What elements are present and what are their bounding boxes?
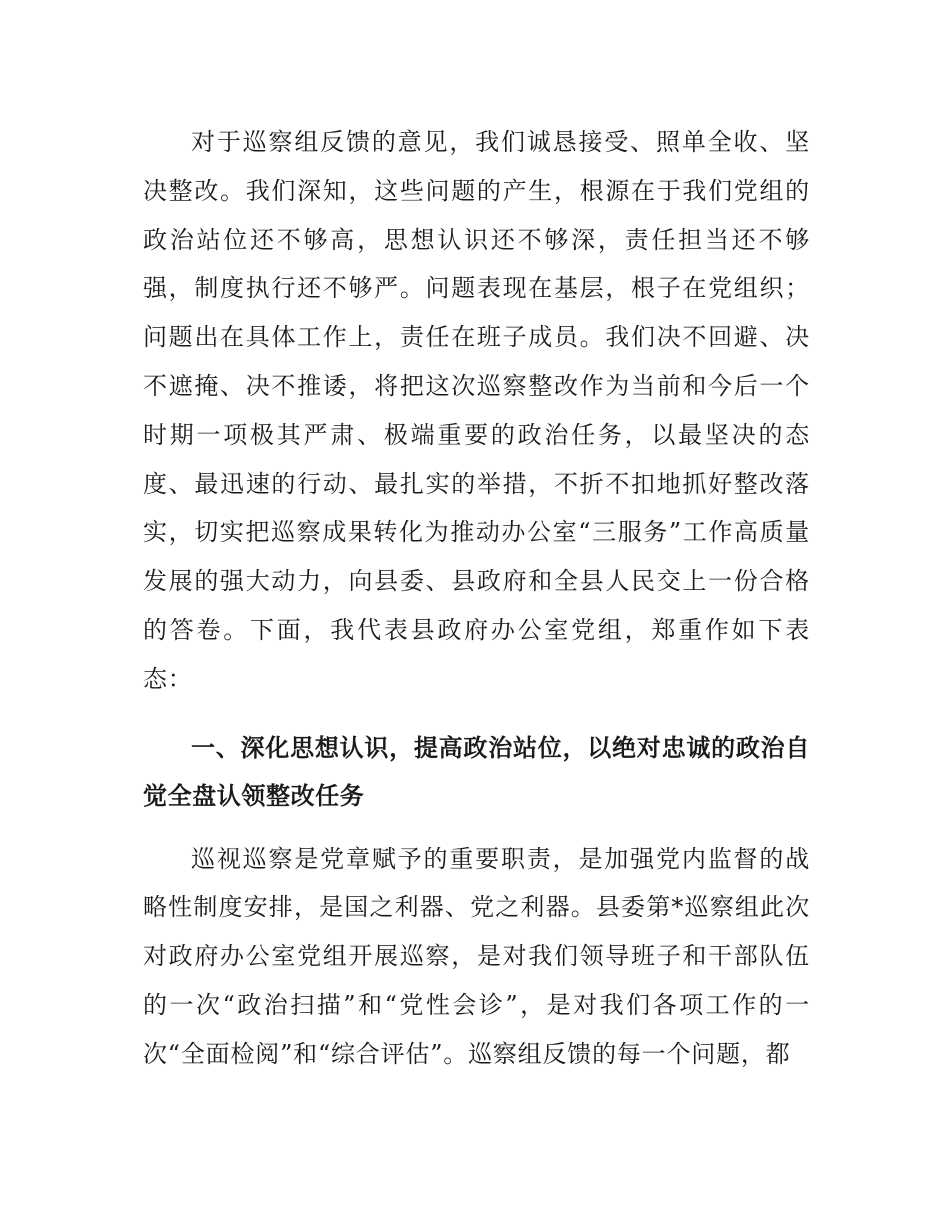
document-page xyxy=(143,118,810,1079)
body-paragraph: 对于巡察组反馈的意见，我们诚恳接受、照单全收、坚决整改。我们深知，这些问题的产生，根源在于我们党组的政治站位还不够高，思想认识还不够深，责任担当还不够强，制度执行还不够严。问题表现在基层，根子在党组织；问题出在具体工作上，责任在班子成员。我们决不回避、决不遮掩、决不推诿，将把这次巡察整改作为当前和今后一个时期一项极其严肃、极端重要的政治任务，以最坚决的态度、最迅速的行动、最扎实的举措，不折不扣地抓好整改落实，切实把巡察成果转化为推动办公室“三服务”工作高质量发展的强大动力，向县委、县政府和全县人民交上一份合格的答卷。下面，我代表县政府办公室党组，郑重作如下表态： xyxy=(143,128,810,693)
body-paragraph: 巡视巡察是党章赋予的重要职责，是加强党内监督的战略性制度安排，是国之利器、党之利器。县委第*巡察组此次对政府办公室党组开展巡察，是对我们领导班子和干部队伍的一次“政治扫描”和“党性会诊”，是对我们各项工作的一次“全面检阅”和“综合评估”。巡察组反馈的每一个问题，都 xyxy=(143,844,810,1068)
section-heading: 一、深化思想认识，提高政治站位，以绝对忠诚的政治自觉全盘认领整改任务 xyxy=(143,733,810,810)
